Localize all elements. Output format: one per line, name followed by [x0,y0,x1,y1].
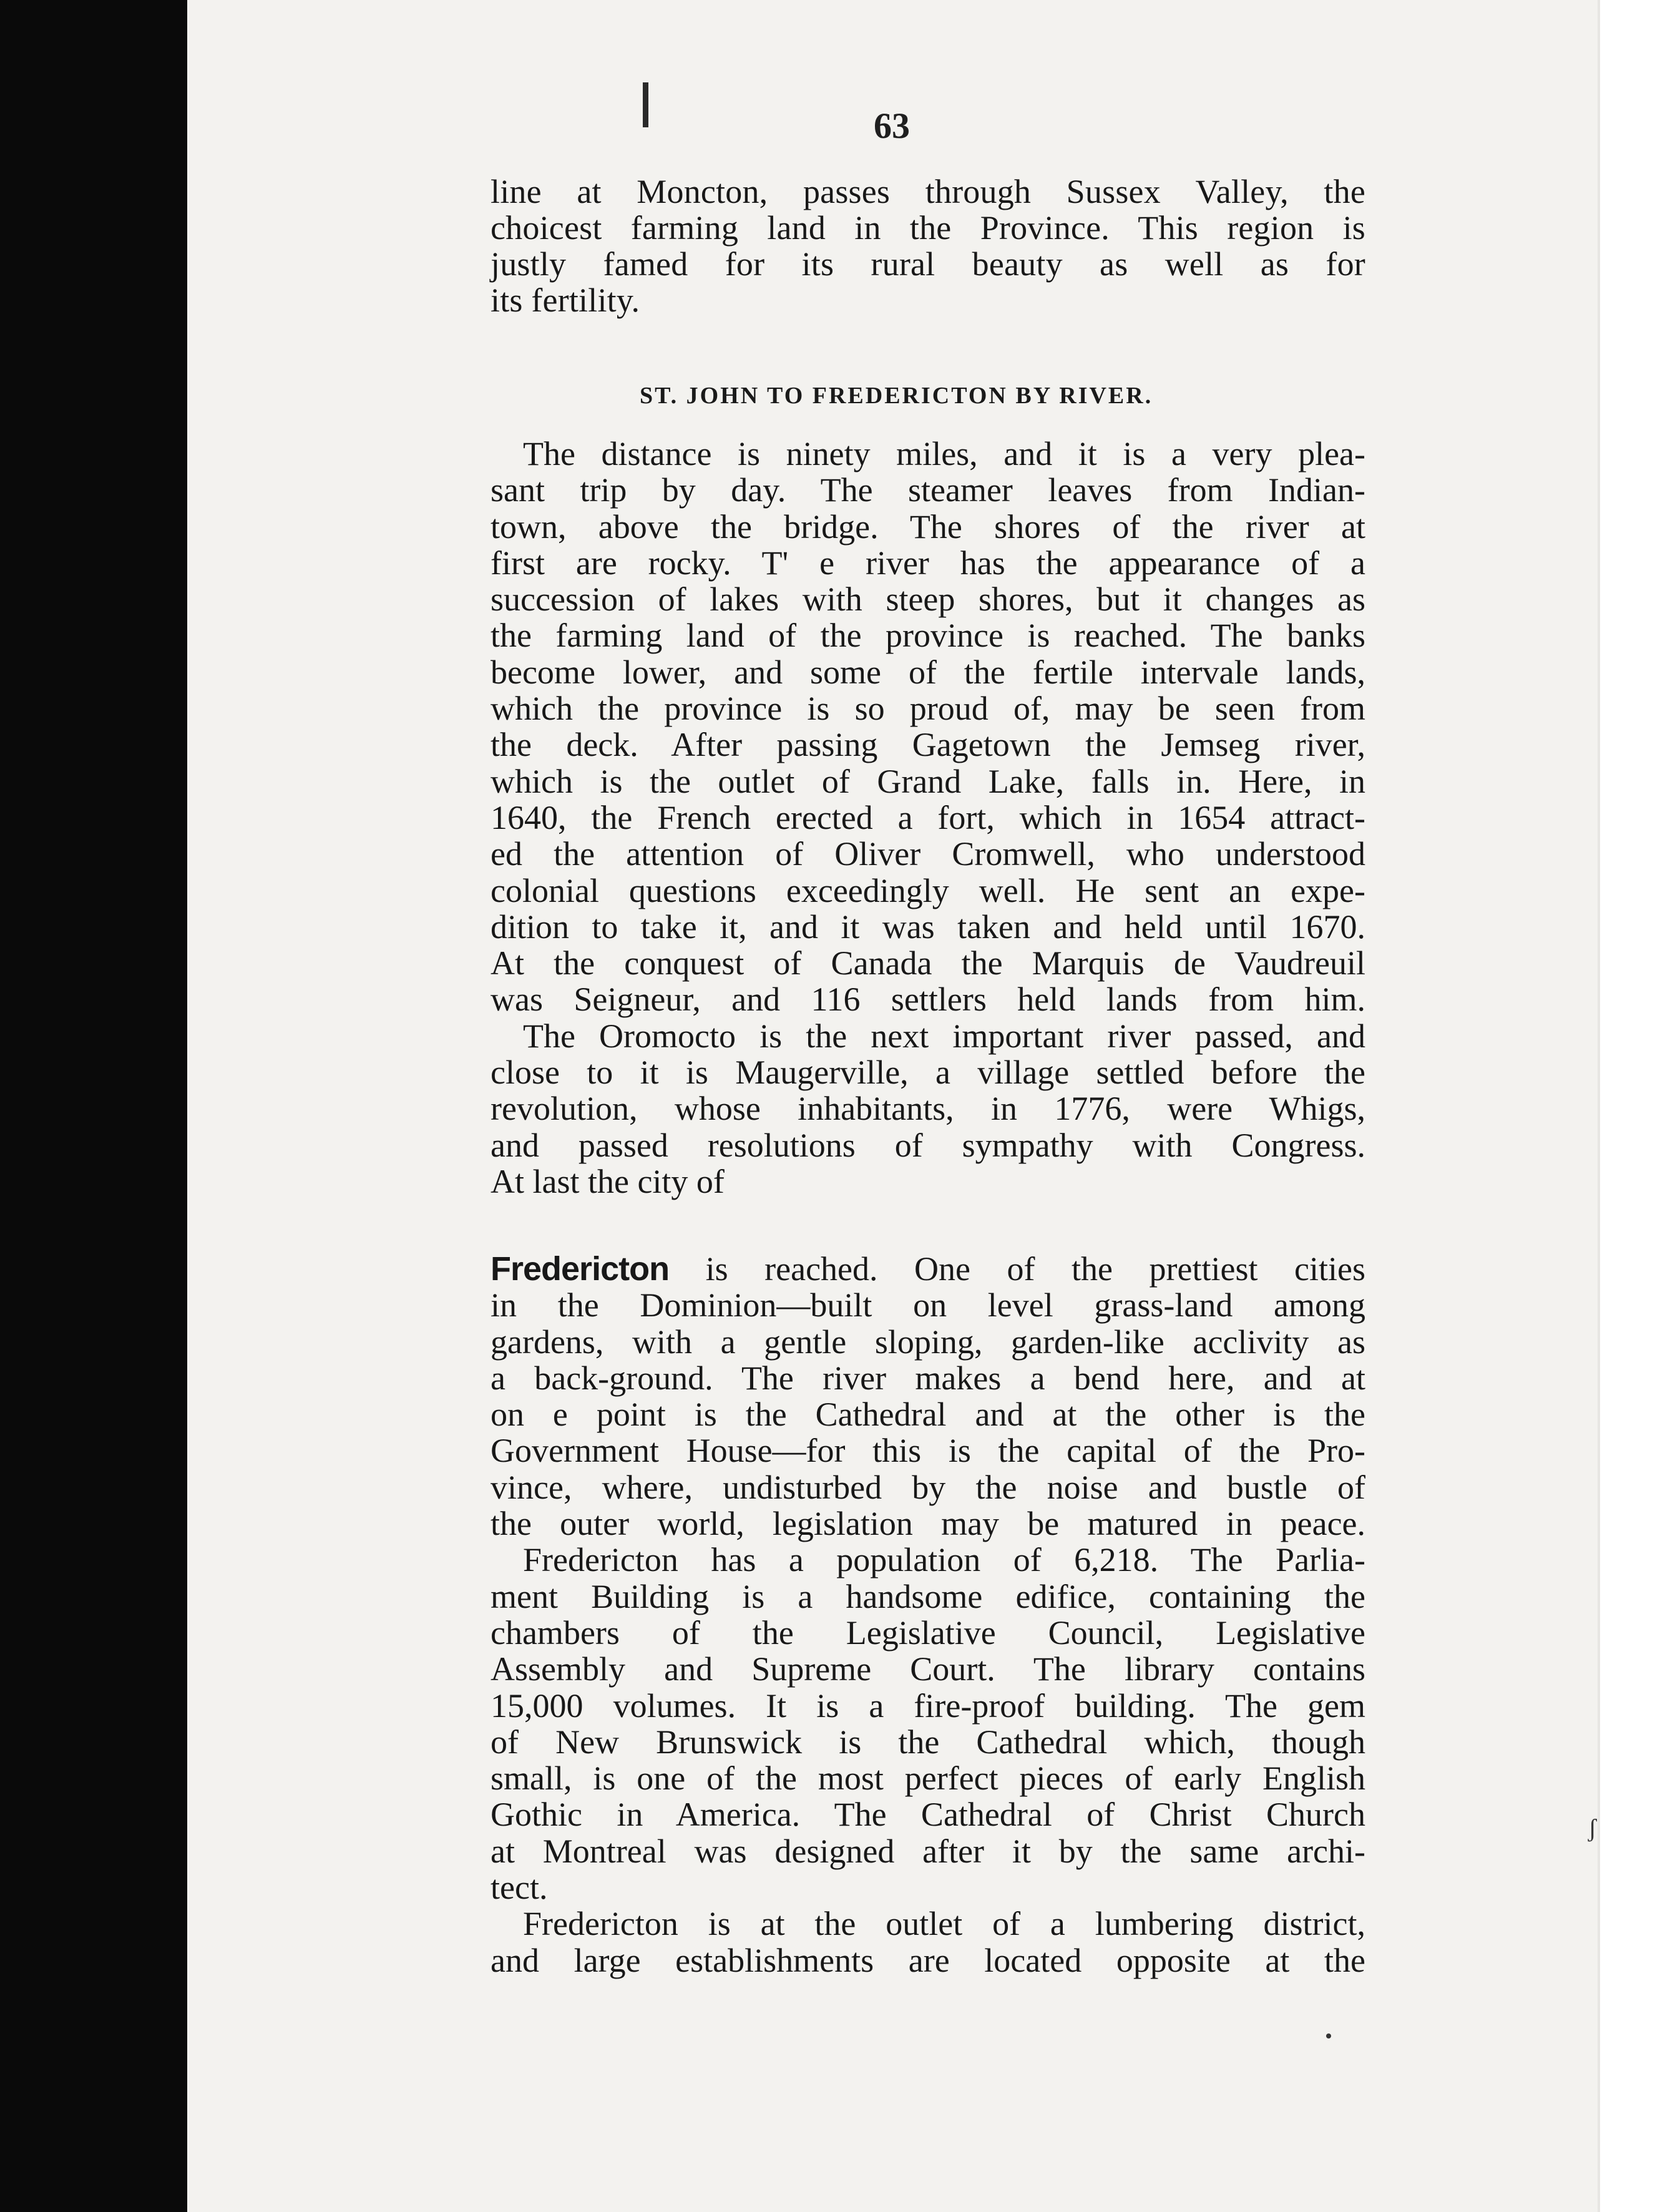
text-line: sant trip by day. The steamer leaves from Indian- [491,471,1365,509]
text-line: The Oromocto is the next important river passed, and [523,1017,1365,1055]
text-line: on e point is the Cathedral and at the other is the [491,1396,1365,1434]
text-line: The distance is ninety miles, and it is a very plea- [523,435,1365,472]
text-line: Gothic in America. The Cathedral of Christ Church [491,1796,1365,1834]
text-line: 1640, the French erected a fort, which in 1654 attract- [491,798,1365,836]
text-line: its fertility. [491,281,640,319]
text-line: succession of lakes with steep shores, but it changes as [491,580,1365,619]
text-line: at Montreal was designed after it by the same archi- [491,1832,1365,1870]
text-line: Government House—for this is the capital of the Pro- [491,1432,1365,1470]
scan-artifact-tick: ʃ [1588,1814,1597,1842]
text-line: the farming land of the province is reached. The banks [491,617,1365,655]
text-line: revolution, whose inhabitants, in 1776, were Whigs, [491,1090,1365,1128]
fredericton-section [491,1251,1365,1979]
text-line: dition to take it, and it was taken and held until 1670. [491,908,1365,946]
text-line: ment Building is a handsome edifice, containing the [491,1577,1365,1615]
text-line: and large establishments are located opposite at the [491,1941,1365,1979]
text-line: At last the city of [491,1162,725,1200]
text-line: choicest farming land in the Province. This region is [491,209,1365,247]
text-line: the outer world, legislation may be matured in peace. [491,1505,1365,1543]
text-line: was Seigneur, and 116 settlers held lands from him. [491,981,1365,1019]
text-line: gardens, with a gentle sloping, garden-like acclivity as [491,1323,1365,1361]
text-line: colonial questions exceedingly well. He sent an expe- [491,871,1365,909]
paragraph-oromocto [491,1018,1365,1200]
text-line: small, is one of the most perfect pieces of early English [491,1759,1365,1798]
text-line: tect. [491,1869,548,1907]
text-line: At the conquest of Canada the Marquis de Vaudreuil [491,944,1365,982]
text-line: and passed resolutions of sympathy with Congress. [491,1126,1365,1164]
lead-rest: is reached. One of the prettiest cities [669,1250,1365,1288]
text-line: town, above the bridge. The shores of the river at [491,507,1365,546]
paragraph-fredericton-intro [491,1251,1365,1542]
text-line: justly famed for its rural beauty as well as for [491,245,1365,283]
text-line: close to it is Maugerville, a village settled before the [491,1054,1365,1092]
text-line: of New Brunswick is the Cathedral which, though [491,1723,1365,1761]
scan-artifact-mark [643,82,648,127]
text-line: the deck. After passing Gagetown the Jemseg river, [491,726,1365,764]
text-line: Fredericton has a population of 6,218. The Parlia- [523,1541,1365,1579]
text-line: line at Moncton, passes through Sussex Valley, the [491,173,1365,210]
intro-paragraph [491,174,1365,318]
scan-artifact-dot [1326,2033,1331,2038]
paragraph-distance [491,436,1365,1018]
section-body [491,436,1365,1200]
text-line: first are rocky. T' e river has the appearance of a [491,544,1365,582]
text-line: which the province is so proud of, may be seen from [491,690,1365,728]
section-heading: ST. JOHN TO FREDERICTON BY RIVER. [640,383,1153,409]
text-line: Fredericton is at the outlet of a lumbering district, [523,1905,1365,1943]
text-line: vince, where, undisturbed by the noise and bustle of [491,1468,1365,1506]
text-line: a back-ground. The river makes a bend here, and at [491,1359,1365,1397]
text-line: become lower, and some of the fertile intervale lands, [491,653,1365,691]
paragraph-lumbering [491,1906,1365,1979]
text-line: chambers of the Legislative Council, Legislative [491,1613,1365,1652]
text-line: 15,000 volumes. It is a fire-proof building. The gem [491,1686,1365,1725]
text-line: which is the outlet of Grand Lake, falls in. Here, in [491,762,1365,800]
scan-margin-right [1598,0,1655,2212]
text-line: in the Dominion—built on level grass-land among [491,1286,1365,1324]
scan-margin-left [0,0,187,2212]
text-line: ed the attention of Oliver Cromwell, who understood [491,835,1365,873]
text-line: Assembly and Supreme Court. The library contains [491,1650,1365,1688]
paragraph-population [491,1542,1365,1906]
text-line [491,1251,1365,1287]
page-number: 63 [874,105,910,146]
lead-word: Fredericton [491,1250,670,1288]
